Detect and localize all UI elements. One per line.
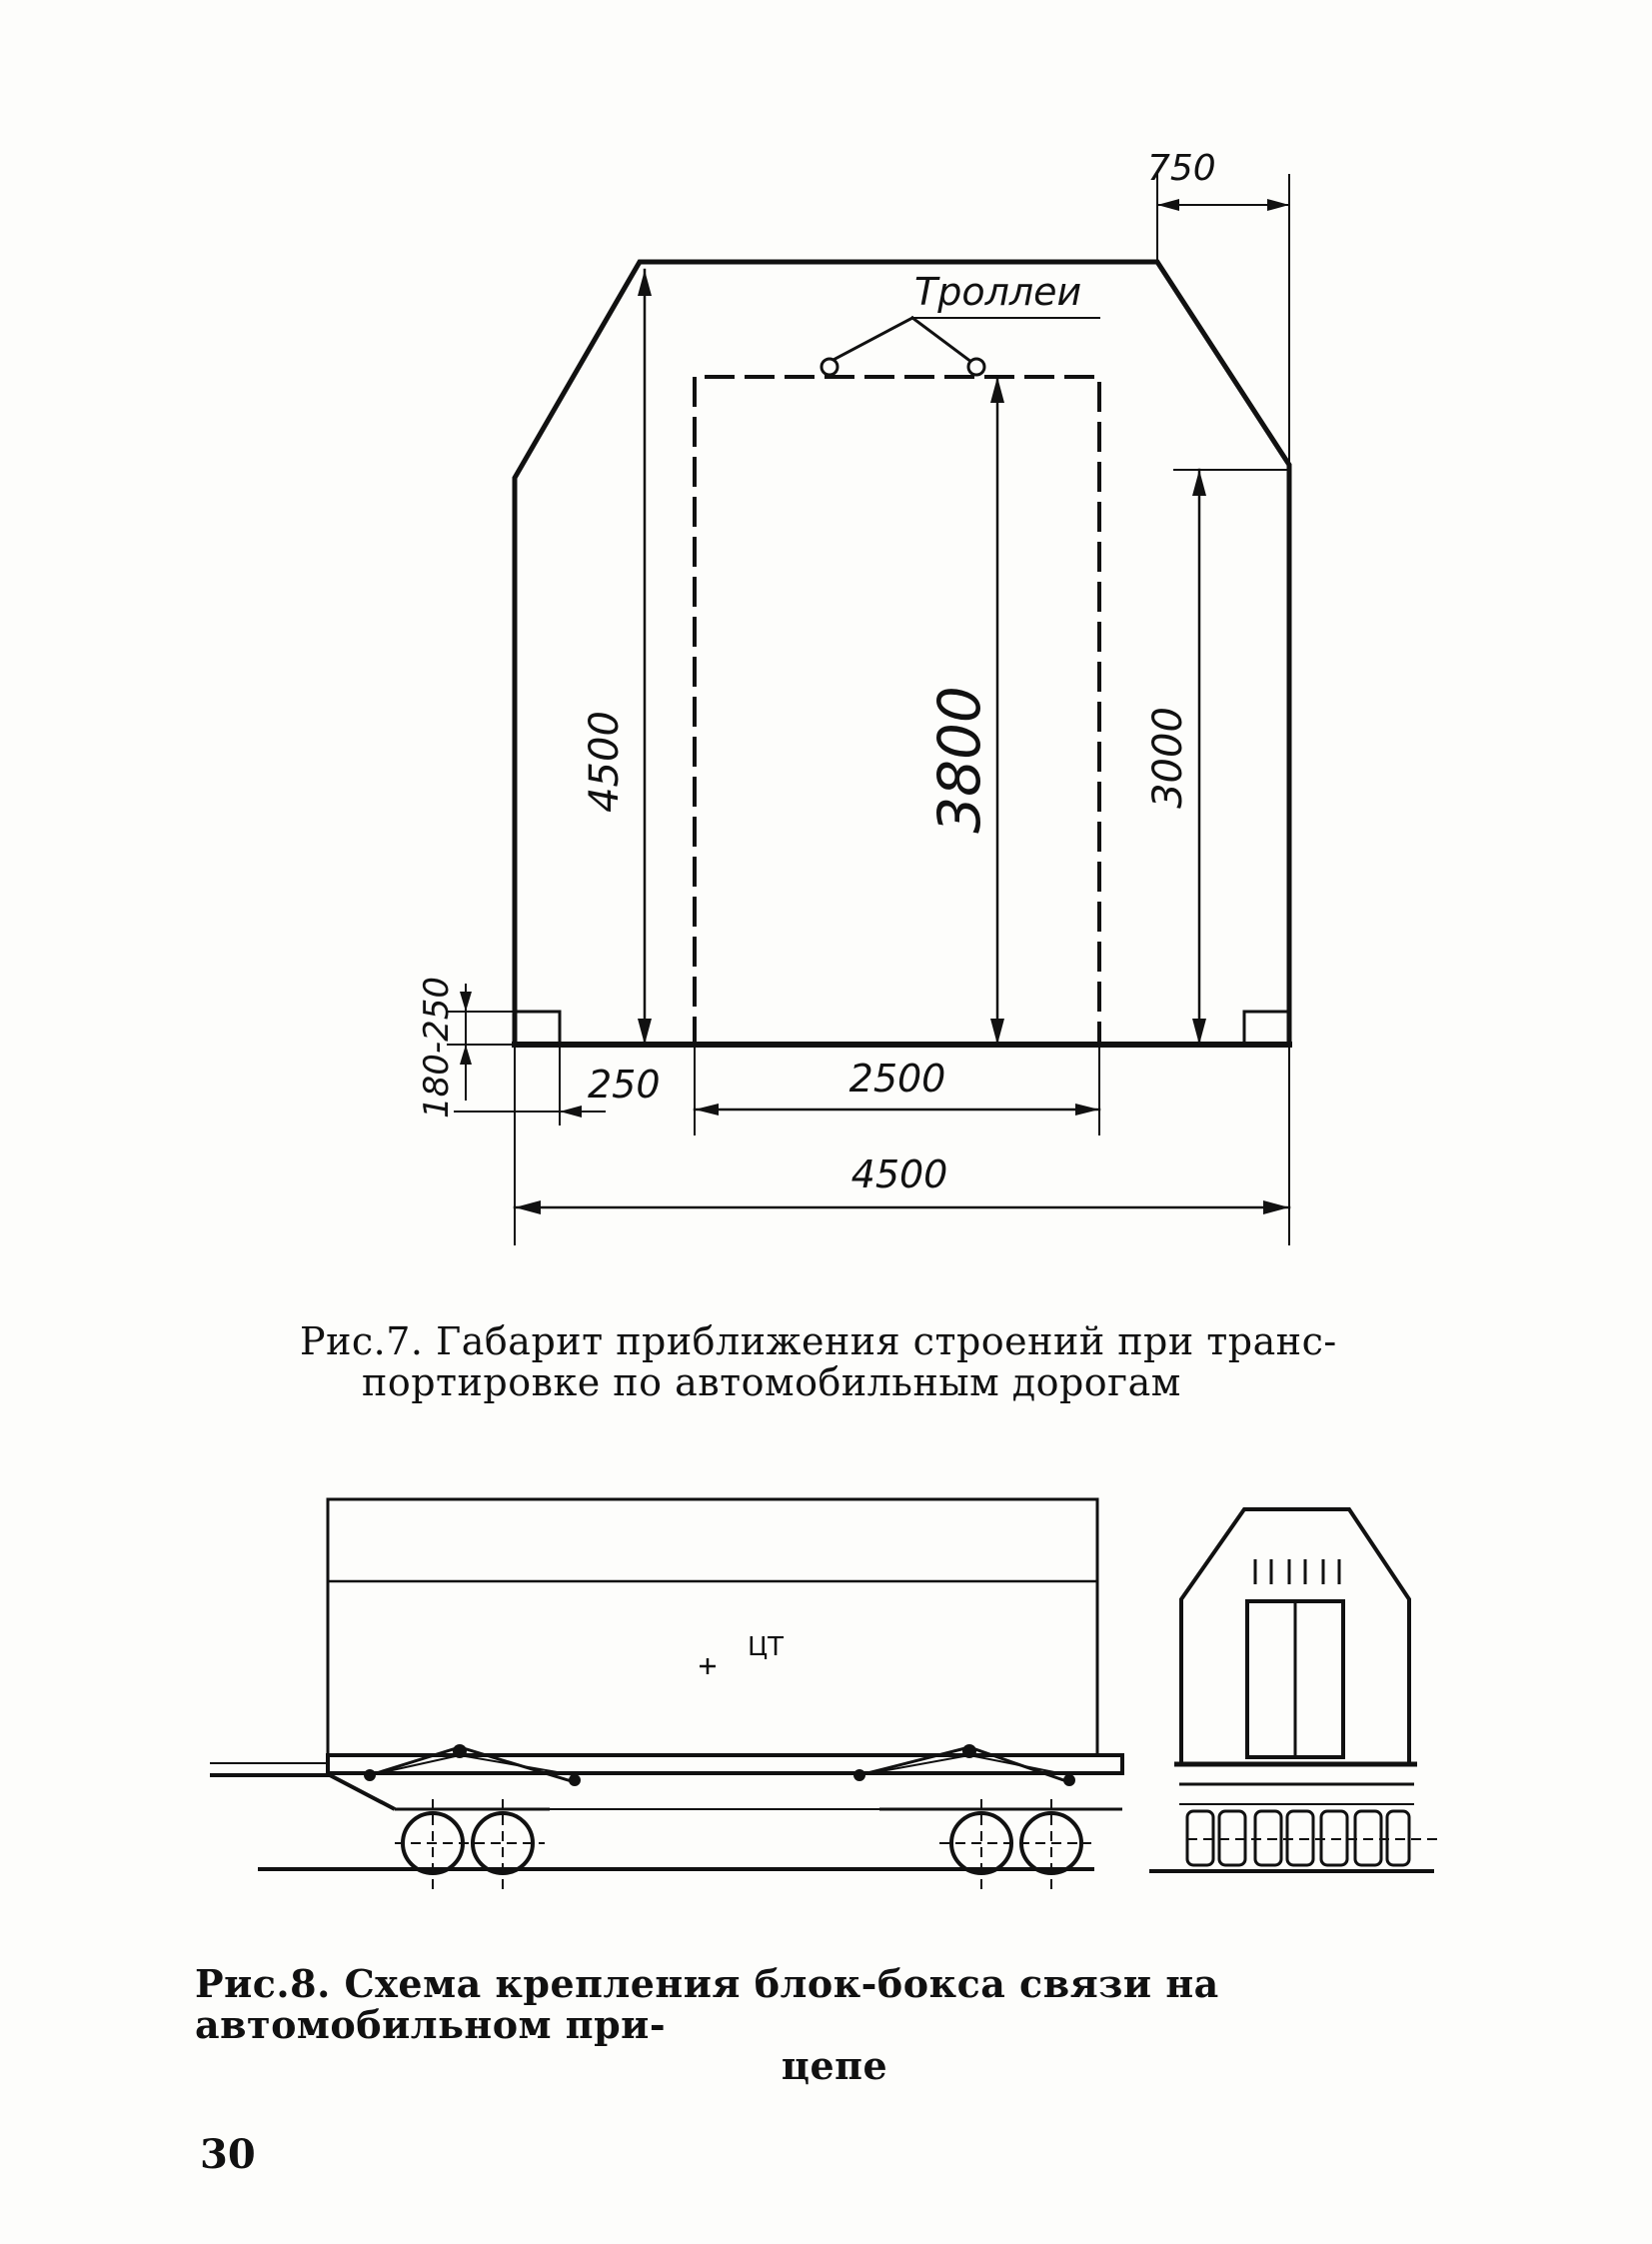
figure-8-trailer-side-view <box>210 1499 1122 1894</box>
dim-3000-vertical-label: 3000 <box>1145 707 1191 809</box>
trolley-left <box>822 359 837 375</box>
dim-3800-vertical-label: 3800 <box>925 686 993 834</box>
left-foot <box>515 1012 560 1045</box>
figure-7-caption-line-2: портировке по автомобильным дорогам <box>362 1360 1181 1405</box>
block-box-body <box>328 1499 1097 1755</box>
gauge-outline <box>515 262 1289 1045</box>
dim-2500-label: 2500 <box>848 1057 946 1101</box>
cg-label: ЦТ <box>748 1632 785 1662</box>
figure-8-caption-line-2: цепе <box>781 2043 888 2089</box>
dim-250-label: 250 <box>588 1063 661 1107</box>
inner-dashed-outline <box>695 377 1099 1045</box>
trolley-right <box>968 359 984 375</box>
figure-7-caption <box>300 1321 1339 1403</box>
figure-8-trailer-end-view <box>1149 1509 1439 1871</box>
dim-750-label: 750 <box>1147 148 1216 189</box>
figure-8-caption <box>195 1961 1454 2089</box>
trolley-label: Троллеи <box>914 270 1082 314</box>
figure-8-caption-line-1: Рис.8. Схема крепления блок-бокса связи на автомобильном при- <box>195 1961 1219 2048</box>
dim-4500-vertical-label: 4500 <box>582 711 628 813</box>
dim-4500-horizontal-label: 4500 <box>850 1152 948 1196</box>
figure-7-caption-line-1: Рис.7. Габарит приближения строений при транс- <box>300 1319 1337 1363</box>
right-foot <box>1244 1012 1289 1045</box>
page-number: 30 <box>200 2131 256 2178</box>
dim-180-250-label: 180-250 <box>417 976 457 1120</box>
